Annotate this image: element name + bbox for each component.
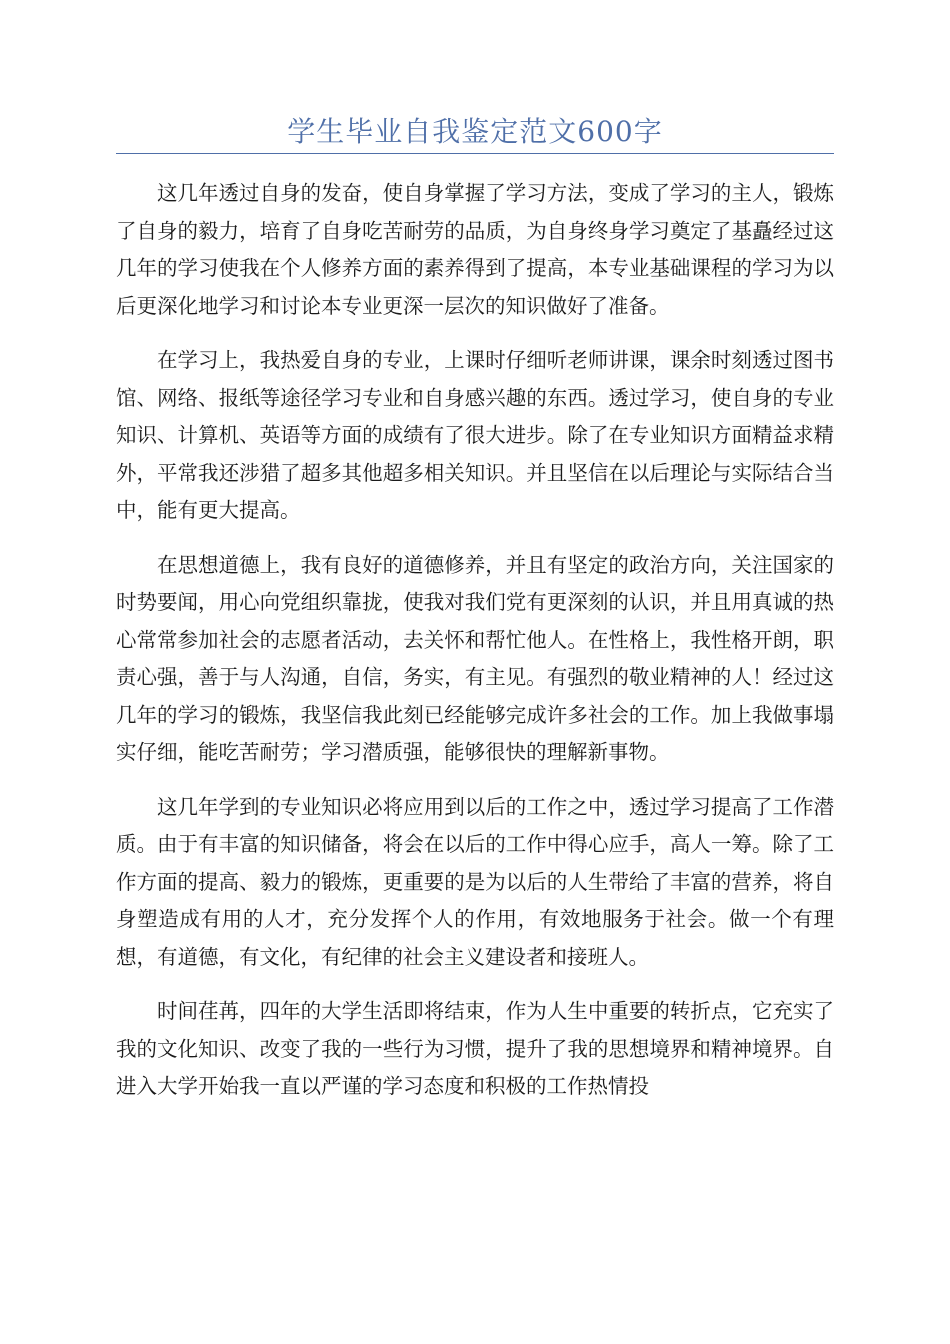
paragraph-2: 在学习上，我热爱自身的专业，上课时仔细听老师讲课，课余时刻透过图书馆、网络、报纸等途径学习专业和自身感兴趣的东西。透过学习，使自身的专业知识、计算机、英语等方面的成绩有了很大进步。除了在专业知识方面精益求精外，平常我还涉猎了超多其他超多相关知识。并且坚信在以后理论与实际结合当中，能有更大提高。 [116,348,834,522]
paragraph-5: 时间荏苒，四年的大学生活即将结束，作为人生中重要的转折点，它充实了我的文化知识、改变了我的一些行为习惯，提升了我的思想境界和精神境界。自进入大学开始我一直以严谨的学习态度和积极的工作热情投 [116,999,834,1098]
title-underline [116,153,834,154]
paragraph-1: 这几年透过自身的发奋，使自身掌握了学习方法，变成了学习的主人，锻炼了自身的毅力，培育了自身吃苦耐劳的品质，为自身终身学习奠定了基矗经过这几年的学习使我在个人修养方面的素养得到了提高，本专业基础课程的学习为以后更深化地学习和讨论本专业更深一层次的知识做好了准备。 [116,181,834,318]
document-body [116,175,834,1123]
page-title: 学生毕业自我鉴定范文600字 [287,115,663,148]
paragraph-3: 在思想道德上，我有良好的道德修养，并且有坚定的政治方向，关注国家的时势要闻，用心向党组织靠拢，使我对我们党有更深刻的认识，并且用真诚的热心常常参加社会的志愿者活动，去关怀和帮忙他人。在性格上，我性格开朗，职责心强，善于与人沟通，自信，务实，有主见。有强烈的敬业精神的人！经过这几年的学习的锻炼，我坚信我此刻已经能够完成许多社会的工作。加上我做事塌实仔细，能吃苦耐劳；学习潜质强，能够很快的理解新事物。 [116,552,834,764]
paragraph-4: 这几年学到的专业知识必将应用到以后的工作之中，透过学习提高了工作潜质。由于有丰富的知识储备，将会在以后的工作中得心应手，高人一筹。除了工作方面的提高、毅力的锻炼，更重要的是为以后的人生带给了丰富的营养，将自身塑造成有用的人才，充分发挥个人的作用，有效地服务于社会。做一个有理想，有道德，有文化，有纪律的社会主义建设者和接班人。 [116,794,834,969]
